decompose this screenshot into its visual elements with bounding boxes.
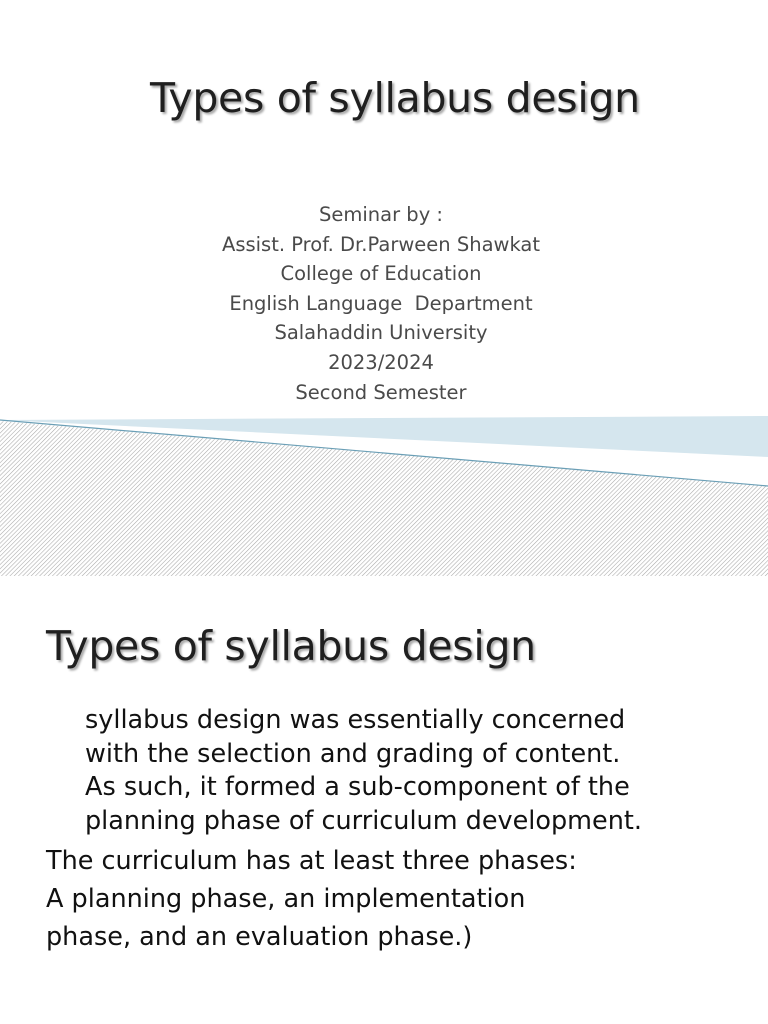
paragraph-curriculum-phases <box>46 842 761 880</box>
paragraph-line: with the selection and grading of content. <box>85 738 621 769</box>
paragraph-line: planning phase of curriculum development. <box>85 805 642 836</box>
content-slide <box>0 576 768 1024</box>
paragraph-syllabus-design <box>46 704 761 838</box>
presenter-info <box>0 200 762 407</box>
subtitle-department: English Language Department <box>229 291 533 315</box>
slide-title: Types of syllabus design <box>150 74 640 122</box>
subtitle-presenter-name: Assist. Prof. Dr.Parween Shawkat <box>221 232 541 256</box>
paragraph-line: phase, and an evaluation phase.) <box>46 922 473 952</box>
paragraph-line: The curriculum has at least three phases: <box>46 846 577 876</box>
paragraph-line: A planning phase, an implementation <box>46 884 526 914</box>
subtitle-semester: Second Semester <box>295 380 467 404</box>
subtitle-university: Salahaddin University <box>274 321 488 345</box>
subtitle-seminar-by: Seminar by : <box>319 203 443 226</box>
paragraph-line: As such, it formed a sub-component of the <box>85 772 630 802</box>
content-slide-title: Types of syllabus design <box>46 622 536 670</box>
slide-body <box>46 704 761 956</box>
paragraph-phase-list <box>46 880 761 956</box>
subtitle-college: College of Education <box>280 262 482 286</box>
subtitle-year: 2023/2024 <box>328 350 434 374</box>
paragraph-line: syllabus design was essentially concerned <box>85 705 626 735</box>
